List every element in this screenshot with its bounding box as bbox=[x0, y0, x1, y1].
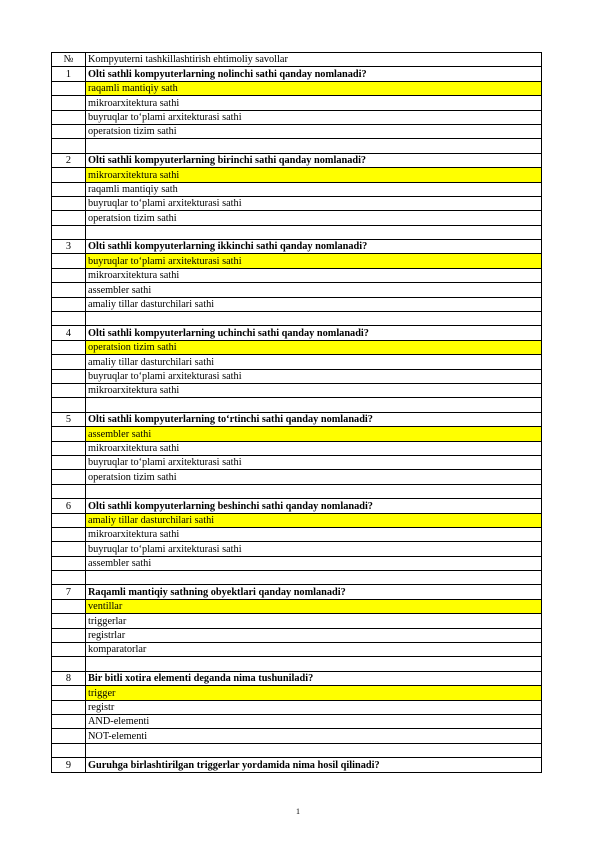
number-cell: 4 bbox=[52, 326, 86, 340]
number-cell bbox=[52, 628, 86, 642]
number-cell bbox=[52, 455, 86, 469]
number-cell bbox=[52, 700, 86, 714]
number-cell bbox=[52, 355, 86, 369]
number-cell bbox=[52, 139, 86, 153]
correct-answer-text: mikroarxitektura sathi bbox=[86, 168, 542, 182]
answer-text: assembler sathi bbox=[86, 556, 542, 570]
answer-text: buyruqlar to‘plami arxitekturasi sathi bbox=[86, 110, 542, 124]
number-cell bbox=[52, 729, 86, 743]
answer-row bbox=[52, 182, 542, 196]
number-cell bbox=[52, 686, 86, 700]
question-row bbox=[52, 326, 542, 340]
questions-table bbox=[51, 52, 542, 773]
empty-cell bbox=[86, 571, 542, 585]
answer-text: mikroarxitektura sathi bbox=[86, 441, 542, 455]
spacer-row bbox=[52, 398, 542, 412]
number-cell: 1 bbox=[52, 67, 86, 81]
answer-row bbox=[52, 355, 542, 369]
page-number: 1 bbox=[296, 807, 300, 816]
correct-answer-row bbox=[52, 168, 542, 182]
number-cell bbox=[52, 398, 86, 412]
correct-answer-row bbox=[52, 686, 542, 700]
number-cell bbox=[52, 643, 86, 657]
number-cell: 8 bbox=[52, 671, 86, 685]
number-cell bbox=[52, 168, 86, 182]
spacer-row bbox=[52, 312, 542, 326]
answer-row bbox=[52, 383, 542, 397]
number-cell: 3 bbox=[52, 240, 86, 254]
question-text: Raqamli mantiqiy sathning obyektlari qanday nomlanadi? bbox=[86, 585, 542, 599]
question-row bbox=[52, 67, 542, 81]
number-cell bbox=[52, 714, 86, 728]
correct-answer-text: raqamli mantiqiy sath bbox=[86, 81, 542, 95]
correct-answer-row bbox=[52, 254, 542, 268]
number-cell bbox=[52, 441, 86, 455]
answer-row bbox=[52, 700, 542, 714]
number-cell bbox=[52, 743, 86, 757]
answer-text: assembler sathi bbox=[86, 283, 542, 297]
number-cell bbox=[52, 599, 86, 613]
answer-row bbox=[52, 729, 542, 743]
answer-text: NOT-elementi bbox=[86, 729, 542, 743]
number-cell: 5 bbox=[52, 412, 86, 426]
correct-answer-row bbox=[52, 513, 542, 527]
question-text: Olti sathli kompyuterlarning uchinchi sathi qanday nomlanadi? bbox=[86, 326, 542, 340]
spacer-row bbox=[52, 225, 542, 239]
question-row bbox=[52, 412, 542, 426]
answer-text: mikroarxitektura sathi bbox=[86, 96, 542, 110]
answer-text: amaliy tillar dasturchilari sathi bbox=[86, 355, 542, 369]
number-cell bbox=[52, 513, 86, 527]
answer-text: registr bbox=[86, 700, 542, 714]
number-cell bbox=[52, 427, 86, 441]
answer-row bbox=[52, 268, 542, 282]
number-cell bbox=[52, 81, 86, 95]
number-cell bbox=[52, 340, 86, 354]
answer-row bbox=[52, 643, 542, 657]
number-cell bbox=[52, 484, 86, 498]
answer-row bbox=[52, 110, 542, 124]
answer-text: buyruqlar to‘plami arxitekturasi sathi bbox=[86, 369, 542, 383]
answer-text: raqamli mantiqiy sath bbox=[86, 182, 542, 196]
question-text: Olti sathli kompyuterlarning birinchi sathi qanday nomlanadi? bbox=[86, 153, 542, 167]
question-row bbox=[52, 671, 542, 685]
answer-text: amaliy tillar dasturchilari sathi bbox=[86, 297, 542, 311]
question-text: Olti sathli kompyuterlarning ikkinchi sathi qanday nomlanadi? bbox=[86, 240, 542, 254]
empty-cell bbox=[86, 484, 542, 498]
number-cell bbox=[52, 124, 86, 138]
answer-row bbox=[52, 369, 542, 383]
answer-text: buyruqlar to‘plami arxitekturasi sathi bbox=[86, 542, 542, 556]
header-title: Kompyuterni tashkillashtirish ehtimoliy savollar bbox=[86, 53, 542, 67]
answer-row bbox=[52, 211, 542, 225]
answer-text: buyruqlar to‘plami arxitekturasi sathi bbox=[86, 196, 542, 210]
number-cell bbox=[52, 556, 86, 570]
number-cell bbox=[52, 110, 86, 124]
number-cell: 9 bbox=[52, 758, 86, 772]
spacer-row bbox=[52, 743, 542, 757]
correct-answer-text: assembler sathi bbox=[86, 427, 542, 441]
answer-row bbox=[52, 542, 542, 556]
question-text: Bir bitli xotira elementi deganda nima tushuniladi? bbox=[86, 671, 542, 685]
answer-row bbox=[52, 124, 542, 138]
answer-row bbox=[52, 470, 542, 484]
answer-row bbox=[52, 556, 542, 570]
number-cell: 2 bbox=[52, 153, 86, 167]
number-cell bbox=[52, 369, 86, 383]
question-row bbox=[52, 499, 542, 513]
answer-row bbox=[52, 455, 542, 469]
answer-row bbox=[52, 96, 542, 110]
correct-answer-row bbox=[52, 599, 542, 613]
number-cell bbox=[52, 182, 86, 196]
correct-answer-row bbox=[52, 427, 542, 441]
spacer-row bbox=[52, 139, 542, 153]
empty-cell bbox=[86, 139, 542, 153]
correct-answer-text: buyruqlar to‘plami arxitekturasi sathi bbox=[86, 254, 542, 268]
question-row bbox=[52, 585, 542, 599]
correct-answer-text: operatsion tizim sathi bbox=[86, 340, 542, 354]
header-number-symbol: № bbox=[52, 53, 86, 67]
number-cell bbox=[52, 254, 86, 268]
spacer-row bbox=[52, 484, 542, 498]
question-row bbox=[52, 153, 542, 167]
number-cell bbox=[52, 383, 86, 397]
number-cell bbox=[52, 283, 86, 297]
question-text: Olti sathli kompyuterlarning nolinchi sathi qanday nomlanadi? bbox=[86, 67, 542, 81]
number-cell: 6 bbox=[52, 499, 86, 513]
answer-row bbox=[52, 441, 542, 455]
empty-cell bbox=[86, 225, 542, 239]
answer-text: AND-elementi bbox=[86, 714, 542, 728]
question-text: Olti sathli kompyuterlarning to‘rtinchi sathi qanday nomlanadi? bbox=[86, 412, 542, 426]
number-cell bbox=[52, 571, 86, 585]
spacer-row bbox=[52, 571, 542, 585]
answer-text: buyruqlar to‘plami arxitekturasi sathi bbox=[86, 455, 542, 469]
question-text: Olti sathli kompyuterlarning beshinchi sathi qanday nomlanadi? bbox=[86, 499, 542, 513]
answer-row bbox=[52, 714, 542, 728]
number-cell bbox=[52, 312, 86, 326]
number-cell bbox=[52, 470, 86, 484]
answer-text: mikroarxitektura sathi bbox=[86, 383, 542, 397]
questions-table-body bbox=[52, 53, 542, 773]
question-row bbox=[52, 240, 542, 254]
answer-row bbox=[52, 614, 542, 628]
empty-cell bbox=[86, 398, 542, 412]
answer-row bbox=[52, 628, 542, 642]
correct-answer-row bbox=[52, 340, 542, 354]
answer-text: registrlar bbox=[86, 628, 542, 642]
number-cell bbox=[52, 657, 86, 671]
number-cell bbox=[52, 211, 86, 225]
answer-text: mikroarxitektura sathi bbox=[86, 268, 542, 282]
answer-row bbox=[52, 297, 542, 311]
number-cell bbox=[52, 527, 86, 541]
empty-cell bbox=[86, 312, 542, 326]
answer-row bbox=[52, 527, 542, 541]
answer-row bbox=[52, 283, 542, 297]
answer-text: operatsion tizim sathi bbox=[86, 124, 542, 138]
answer-text: triggerlar bbox=[86, 614, 542, 628]
number-cell bbox=[52, 225, 86, 239]
number-cell bbox=[52, 614, 86, 628]
question-text: Guruhga birlashtirilgan triggerlar yordamida nima hosil qilinadi? bbox=[86, 758, 542, 772]
empty-cell bbox=[86, 743, 542, 757]
correct-answer-text: amaliy tillar dasturchilari sathi bbox=[86, 513, 542, 527]
question-row bbox=[52, 758, 542, 772]
number-cell bbox=[52, 268, 86, 282]
correct-answer-text: ventillar bbox=[86, 599, 542, 613]
number-cell bbox=[52, 196, 86, 210]
correct-answer-row bbox=[52, 81, 542, 95]
table-header-row bbox=[52, 53, 542, 67]
number-cell bbox=[52, 297, 86, 311]
number-cell bbox=[52, 96, 86, 110]
answer-text: operatsion tizim sathi bbox=[86, 211, 542, 225]
number-cell: 7 bbox=[52, 585, 86, 599]
number-cell bbox=[52, 542, 86, 556]
empty-cell bbox=[86, 657, 542, 671]
spacer-row bbox=[52, 657, 542, 671]
answer-text: komparatorlar bbox=[86, 643, 542, 657]
answer-row bbox=[52, 196, 542, 210]
answer-text: operatsion tizim sathi bbox=[86, 470, 542, 484]
answer-text: mikroarxitektura sathi bbox=[86, 527, 542, 541]
correct-answer-text: trigger bbox=[86, 686, 542, 700]
